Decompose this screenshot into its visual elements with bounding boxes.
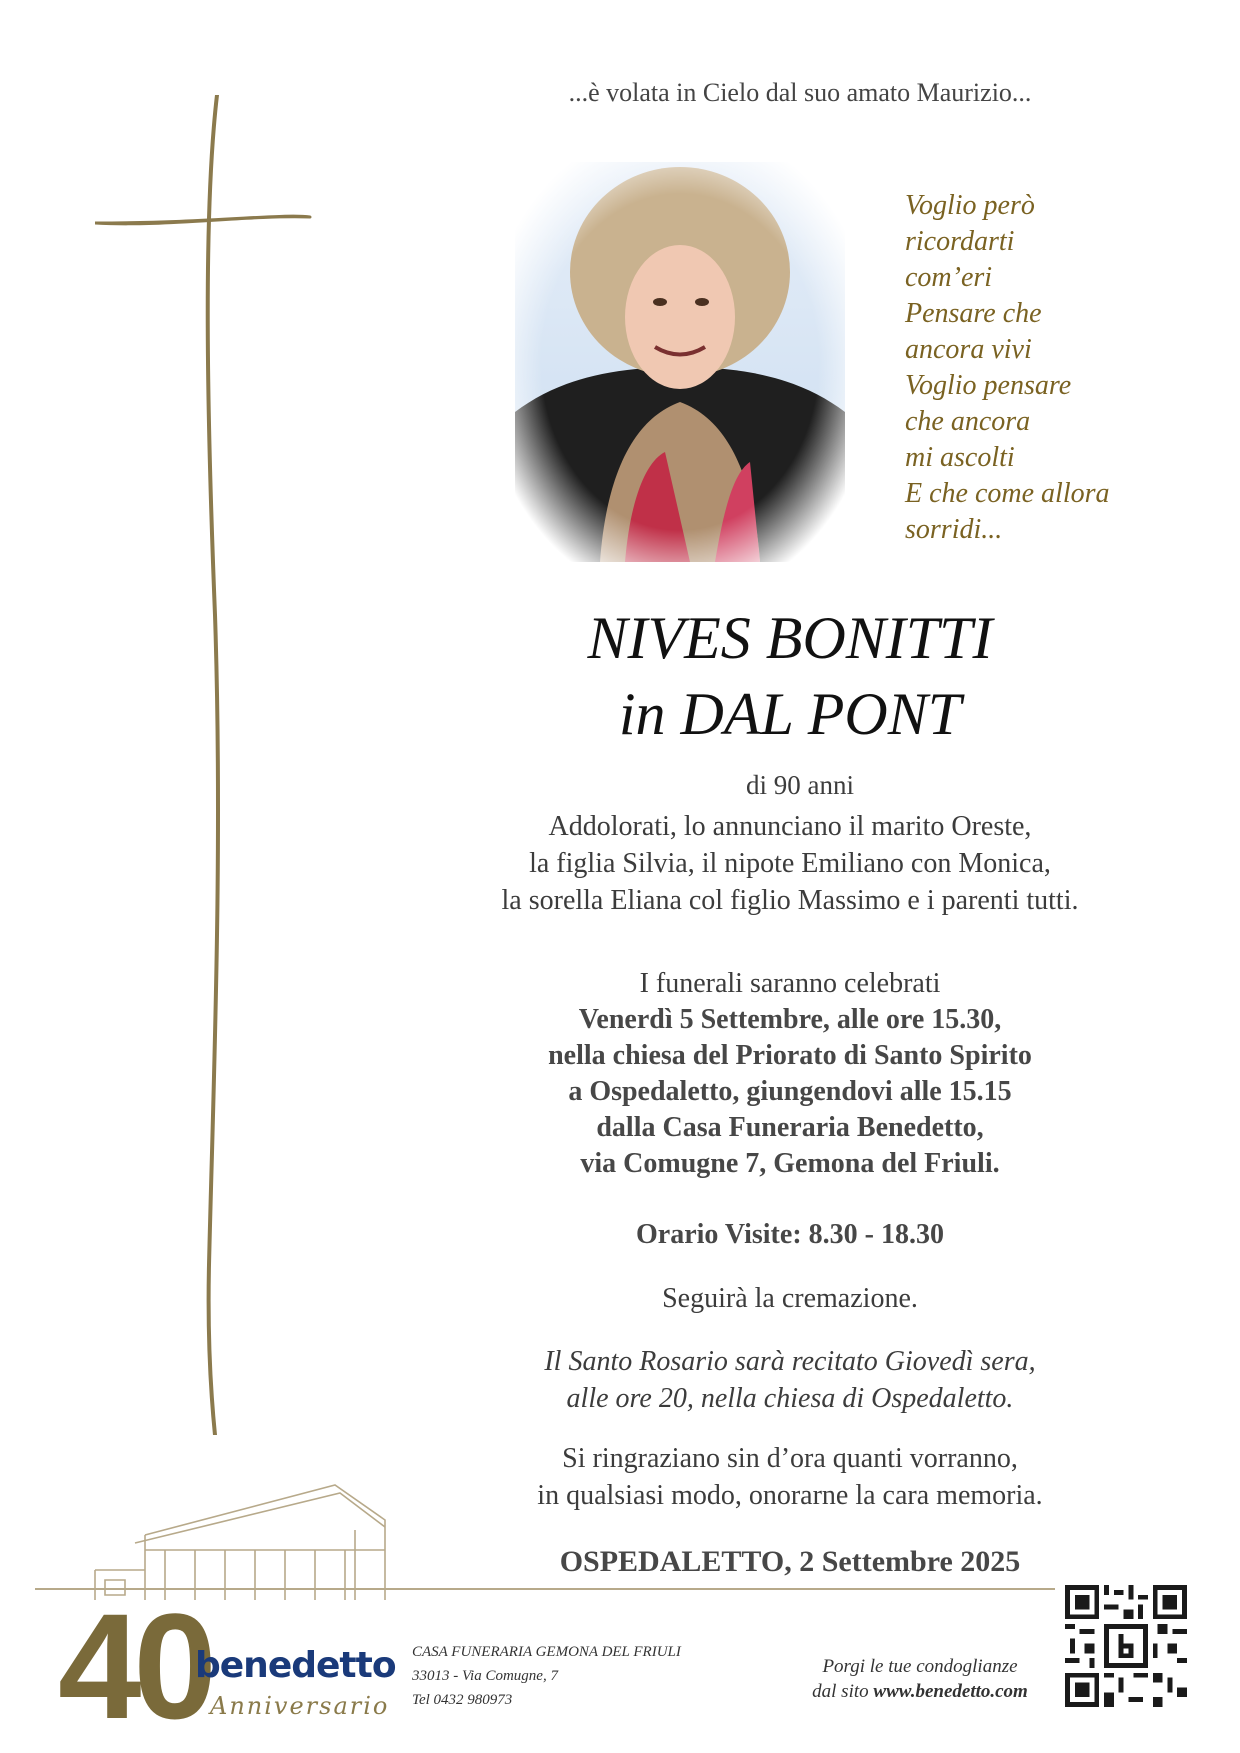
logo-anniversary: Anniversario [210, 1692, 390, 1720]
visiting-hours: Orario Visite: 8.30 - 18.30 [636, 1219, 944, 1250]
website-link[interactable]: www.benedetto.com [873, 1681, 1028, 1702]
logo-brand: benedetto [195, 1645, 396, 1686]
funeral-detail-line: via Comugne 7, Gemona del Friuli. [580, 1148, 1000, 1179]
condolences-line: Porgi le tue condoglianze [822, 1656, 1018, 1677]
name-line-1: NIVES BONITTI [587, 605, 993, 671]
funeral-intro: I funerali saranno celebrati [639, 968, 941, 999]
portrait-photo [515, 162, 845, 562]
poem-line: ricordarti [905, 226, 1015, 257]
poem-line: com’eri [905, 262, 993, 293]
company-info [412, 1640, 742, 1712]
poem-line: Pensare che [905, 298, 1042, 329]
funeral-detail-line: nella chiesa del Priorato di Santo Spirito [548, 1040, 1032, 1071]
company-line: Tel 0432 980973 [412, 1692, 513, 1708]
condolences-prefix: dal sito [812, 1681, 874, 1702]
announcement-line: la figlia Silvia, il nipote Emiliano con Monica, [529, 848, 1051, 879]
rosary-note [420, 1343, 1160, 1417]
intro-line: ...è volata in Cielo dal suo amato Maurizio... [568, 78, 1032, 107]
deceased-name [440, 600, 1140, 752]
poem-line: Voglio pensare [905, 370, 1072, 401]
rosary-line: Il Santo Rosario sarà recitato Giovedì sera, [544, 1346, 1036, 1377]
funeral-detail-line: dalla Casa Funeraria Benedetto, [596, 1112, 984, 1143]
funeral-detail-line: Venerdì 5 Settembre, alle ore 15.30, [578, 1004, 1002, 1035]
poem-line: E che come allora [905, 478, 1110, 509]
condolences-line-2 [770, 1679, 1070, 1704]
thanks-note [420, 1440, 1160, 1514]
logo-number: 40 [58, 1582, 209, 1750]
poem-line: ancora vivi [905, 334, 1032, 365]
company-line: CASA FUNERARIA GEMONA DEL FRIULI [412, 1644, 681, 1660]
age: di 90 anni [746, 770, 854, 800]
poem [905, 188, 1205, 548]
cremation-note: Seguirà la cremazione. [662, 1283, 918, 1314]
announcement [420, 808, 1160, 919]
thanks-line: in qualsiasi modo, onorarne la cara memoria. [537, 1480, 1043, 1511]
qr-code-icon[interactable] [1065, 1585, 1187, 1707]
place-date: OSPEDALETTO, 2 Settembre 2025 [559, 1545, 1021, 1578]
funeral-detail-line: a Ospedaletto, giungendovi alle 15.15 [568, 1076, 1012, 1107]
funeral-info [420, 966, 1160, 1182]
condolences [770, 1654, 1070, 1704]
announcement-line: la sorella Eliana col figlio Massimo e i parenti tutti. [501, 885, 1079, 916]
poem-line: Voglio però [905, 190, 1035, 221]
name-line-2: in DAL PONT [618, 681, 962, 747]
poem-line: mi ascolti [905, 442, 1015, 473]
thanks-line: Si ringraziano sin d’ora quanti vorranno, [562, 1443, 1018, 1474]
poem-line: sorridi... [905, 514, 1003, 545]
rosary-line: alle ore 20, nella chiesa di Ospedaletto. [566, 1383, 1014, 1414]
company-line: 33013 - Via Comugne, 7 [412, 1668, 558, 1684]
poem-line: che ancora [905, 406, 1031, 437]
cross-ornament [95, 95, 355, 1435]
announcement-line: Addolorati, lo annunciano il marito Oreste, [548, 811, 1032, 842]
